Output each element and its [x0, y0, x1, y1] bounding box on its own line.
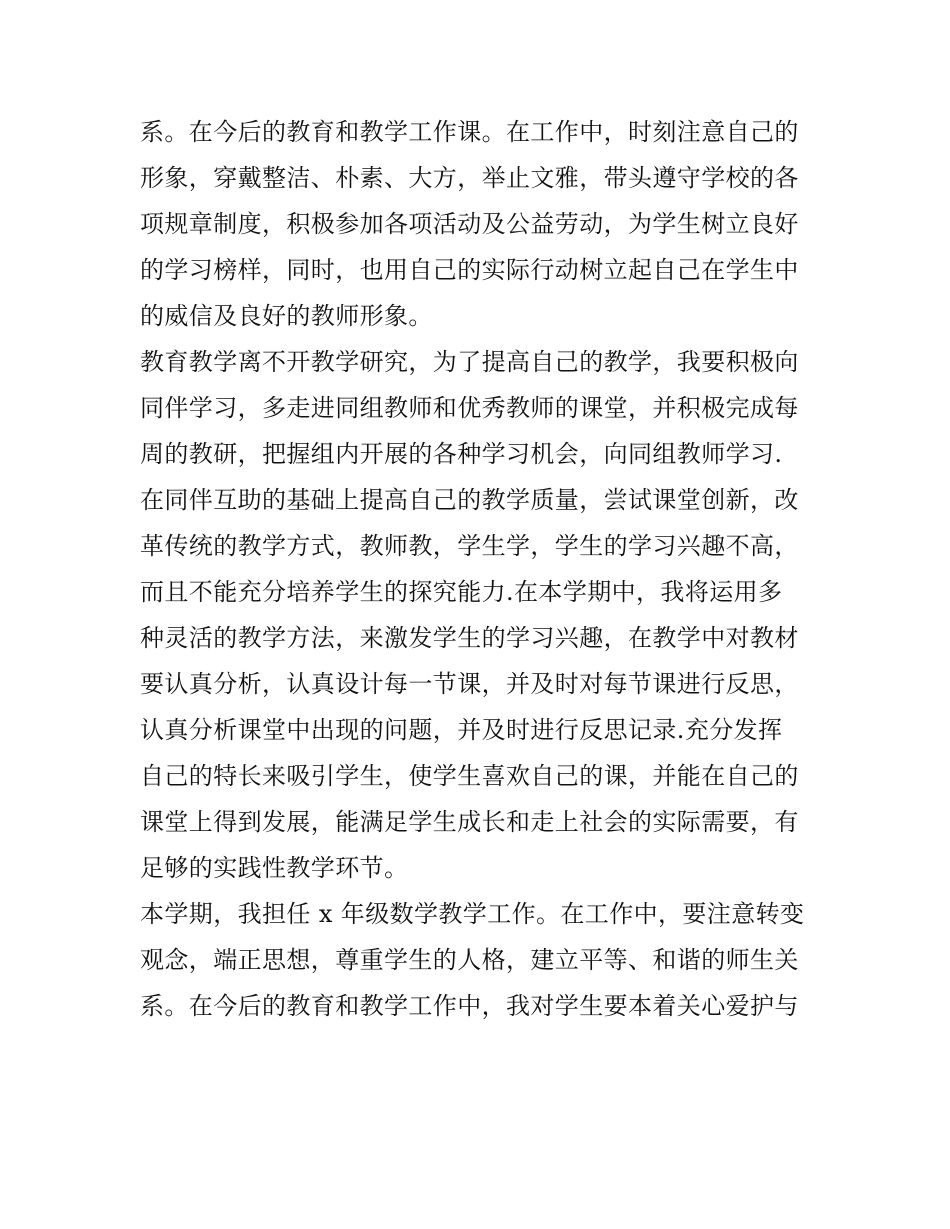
- text-line: 教育教学离不开教学研究，为了提高自己的教学，我要积极向: [140, 348, 799, 376]
- text-line: 种灵活的教学方法，来激发学生的学习兴趣，在教学中对教材: [140, 624, 799, 652]
- text-line: 观念，端正思想，尊重学生的人格，建立平等、和谐的师生关: [140, 946, 799, 974]
- text-line: 足够的实践性教学环节。: [140, 854, 409, 882]
- text-line: 革传统的教学方式，教师教，学生学，学生的学习兴趣不高，: [140, 532, 799, 560]
- text-line: 认真分析课堂中出现的问题，并及时进行反思记录.充分发挥: [140, 716, 783, 744]
- text-line: 系。在今后的教育和教学工作中，我对学生要本着关心爱护与: [140, 992, 799, 1020]
- text-line: 形象，穿戴整洁、朴素、大方，举止文雅，带头遵守学校的各: [140, 164, 799, 192]
- text-line: 自己的特长来吸引学生，使学生喜欢自己的课，并能在自己的: [140, 762, 799, 790]
- text-line: 要认真分析，认真设计每一节课，并及时对每节课进行反思，: [140, 670, 799, 698]
- text-line: 周的教研，把握组内开展的各种学习机会，向同组教师学习.: [140, 440, 783, 468]
- text-line: 项规章制度，积极参加各项活动及公益劳动，为学生树立良好: [140, 210, 799, 238]
- text-line: 的威信及良好的教师形象。: [140, 302, 433, 330]
- text-line: 而且不能充分培养学生的探究能力.在本学期中，我将运用多: [140, 578, 783, 606]
- text-line: 同伴学习，多走进同组教师和优秀教师的课堂，并积极完成每: [140, 394, 799, 422]
- text-line: 本学期，我担任 x 年级数学教学工作。在工作中，要注意转变: [140, 900, 805, 928]
- document-body: [140, 109, 820, 1029]
- text-line: 课堂上得到发展，能满足学生成长和走上社会的实际需要，有: [140, 808, 799, 836]
- text-line: 在同伴互助的基础上提高自己的教学质量，尝试课堂创新，改: [140, 486, 799, 514]
- text-line: 系。在今后的教育和教学工作课。在工作中，时刻注意自己的: [140, 118, 799, 146]
- text-line: 的学习榜样，同时，也用自己的实际行动树立起自己在学生中: [140, 256, 799, 284]
